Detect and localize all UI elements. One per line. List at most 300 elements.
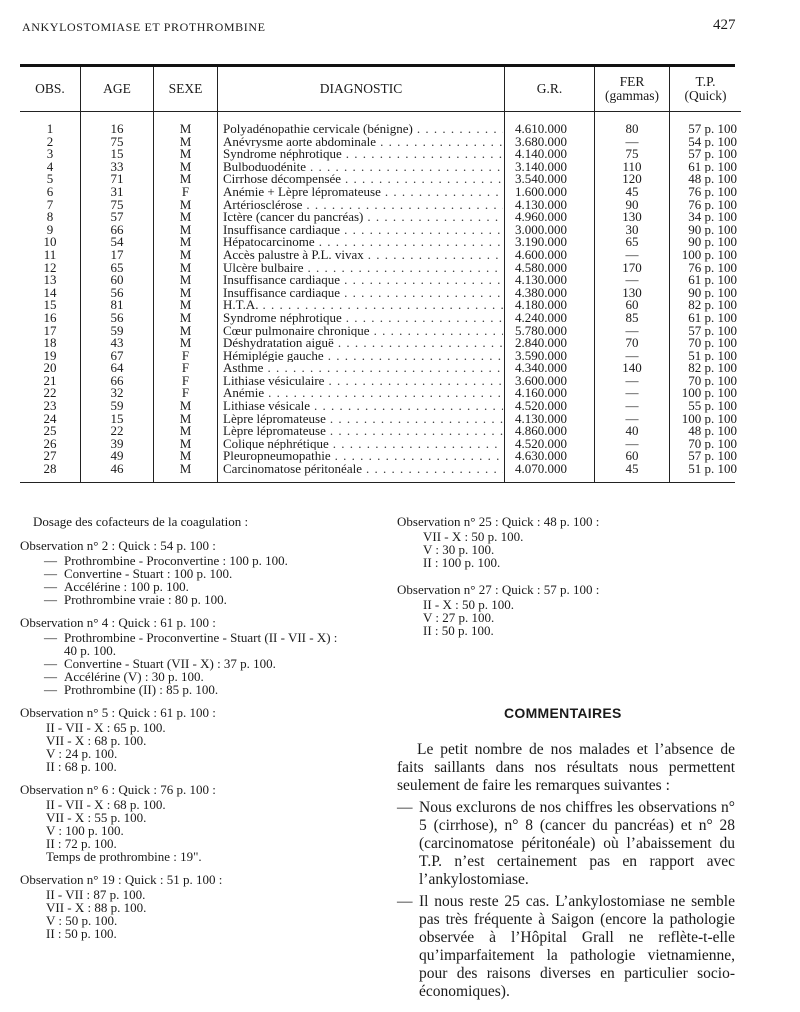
observation-5-line: VII - X : 68 p. 100.	[46, 733, 147, 748]
cell-age: 81	[81, 299, 154, 312]
observation-4-line: — Prothrombine - Proconvertine - Stuart (II - VII - X) :	[44, 630, 338, 645]
cell-tp: 100 p. 100	[670, 387, 742, 400]
observation-19-block	[20, 873, 380, 940]
cell-diagnostic	[218, 173, 505, 186]
cofactors-intro: Dosage des cofacteurs de la coagulation :	[33, 514, 249, 529]
commentary-item-text: Il nous reste 25 cas. L’ankylostomiase ne semble pas très fréquente à Saigon (encore la pathologie observée à l’Hôpital Grall ne reflète-t-elle qu’imparfaitement la pathologie vietnamienne, pour des raisons diverses en particulier socio-économiques).	[419, 893, 735, 1000]
cell-gr: 4.180.000	[505, 299, 595, 312]
observation-4-block	[20, 616, 380, 696]
table-row	[20, 161, 741, 174]
cell-tp: 76 p. 100	[670, 199, 742, 212]
cell-obs: 5	[46, 173, 54, 186]
table-body	[20, 112, 741, 482]
dot-leader	[334, 337, 503, 350]
table-row	[20, 224, 741, 237]
cell-fer: 80	[595, 112, 670, 136]
observation-2-line: — Prothrombine vraie : 80 p. 100.	[44, 592, 227, 607]
table-bottom-rule	[20, 482, 735, 483]
cell-tp: 34 p. 100	[670, 211, 742, 224]
cell-obs: 19	[43, 349, 57, 363]
observation-5-line: II : 68 p. 100.	[46, 759, 117, 774]
cell-diagnostic	[218, 211, 505, 224]
cell-obs: 15	[43, 299, 57, 312]
cell-fer: —	[595, 274, 670, 287]
cell-diagnostic	[218, 438, 505, 451]
cell-obs: 22	[43, 387, 57, 401]
dot-leader	[259, 299, 503, 312]
cell-diagnostic	[218, 262, 505, 275]
observation-6-line: Temps de prothrombine : 19".	[46, 849, 202, 864]
cell-diagnostic	[218, 425, 505, 438]
cell-age: 32	[81, 387, 154, 400]
cell-tp: 70 p. 100	[670, 375, 742, 388]
cell-obs: 7	[46, 198, 54, 212]
observation-5-title: Observation n° 5 : Quick : 61 p. 100 :	[20, 705, 216, 720]
table-row	[20, 136, 741, 149]
observation-6-block	[20, 783, 380, 863]
cell-sexe: M	[154, 199, 218, 212]
cell-age: 39	[81, 438, 154, 451]
cell-diagnostic-text: Syndrome néphrotique	[223, 311, 342, 325]
dot-leader	[340, 224, 503, 237]
cell-sexe: M	[154, 425, 218, 438]
cell-gr: 4.960.000	[505, 211, 595, 224]
observation-2-line: — Prothrombine - Proconvertine : 100 p. 100.	[44, 553, 288, 568]
cell-gr: 3.680.000	[505, 136, 595, 149]
cell-gr: 4.140.000	[505, 148, 595, 161]
table-row	[20, 362, 741, 375]
cell-sexe: M	[154, 413, 218, 426]
cell-sexe: M	[154, 287, 218, 300]
table-row	[20, 312, 741, 325]
cell-gr: 4.160.000	[505, 387, 595, 400]
dot-leader	[310, 400, 503, 413]
cell-diagnostic	[218, 186, 505, 199]
table-row	[20, 450, 741, 463]
cell-obs: 23	[43, 400, 57, 413]
cell-obs: 2	[46, 135, 54, 149]
observation-4-line: — Convertine - Stuart (VII - X) : 37 p. 100.	[44, 656, 276, 671]
cell-fer: —	[595, 136, 670, 149]
observation-6-line: II - VII - X : 68 p. 100.	[46, 797, 166, 812]
cell-diagnostic-text: Insuffisance cardiaque	[223, 274, 341, 287]
cell-obs: 21	[43, 374, 57, 388]
cell-diagnostic	[218, 287, 505, 300]
observation-27-title: Observation n° 27 : Quick : 57 p. 100 :	[397, 582, 600, 597]
observations-table	[20, 64, 735, 483]
col-header-tp-unit: (Quick)	[684, 88, 727, 103]
dot-leader	[315, 236, 503, 249]
cell-diagnostic	[218, 413, 505, 426]
cell-obs: 14	[43, 286, 57, 300]
cell-diagnostic-text: Pleuropneumopathie	[223, 450, 331, 464]
table-row	[20, 112, 741, 136]
observation-4-title: Observation n° 4 : Quick : 61 p. 100 :	[20, 615, 216, 630]
cell-diagnostic	[218, 325, 505, 338]
cell-fer: —	[595, 350, 670, 363]
cell-age: 59	[81, 325, 154, 338]
dot-leader	[263, 362, 503, 375]
cell-diagnostic	[218, 312, 505, 325]
cell-obs: 10	[43, 236, 57, 249]
cell-gr: 4.130.000	[505, 413, 595, 426]
table-row	[20, 325, 741, 338]
observation-4-line: — Prothrombine (II) : 85 p. 100.	[44, 682, 219, 697]
dot-leader	[331, 450, 503, 463]
cell-sexe: M	[154, 249, 218, 262]
table-row	[20, 413, 741, 426]
dot-leader	[326, 413, 503, 426]
commentary-paragraph: Le petit nombre de nos malades et l’absence de faits saillants dans nos résultats nous permettent seulement de faire les remarques suivantes :	[397, 741, 735, 794]
cell-diagnostic-text: Hépatocarcinome	[223, 236, 315, 249]
table-row	[20, 262, 741, 275]
cell-tp: 90 p. 100	[670, 287, 742, 300]
cell-fer: —	[595, 400, 670, 413]
cell-age: 17	[81, 249, 154, 262]
commentary-item-text: Nous exclurons de nos chiffres les observations n° 5 (cirrhose), n° 8 (cancer du pancréas) et n° 28 (carcinomatose péritonéale) où l’abaissement du T.P. n’est certainement pas en rapport avec l’ankylostomiase.	[419, 799, 735, 888]
cell-diagnostic-text: Accès palustre à P.L. vivax	[223, 248, 364, 262]
table-row	[20, 287, 741, 300]
cell-age: 16	[81, 112, 154, 136]
cell-diagnostic-text: Lithiase vésiculaire	[223, 374, 325, 388]
cell-age: 22	[81, 425, 154, 438]
cell-fer: —	[595, 325, 670, 338]
table-row	[20, 337, 741, 350]
cell-diagnostic	[218, 362, 505, 375]
cell-gr: 2.840.000	[505, 337, 595, 350]
table-row	[20, 274, 741, 287]
cell-obs: 13	[43, 274, 57, 287]
table-row	[20, 173, 741, 186]
cell-fer: 85	[595, 312, 670, 325]
cell-diagnostic	[218, 249, 505, 262]
table-row	[20, 236, 741, 249]
observation-2-block	[20, 539, 380, 606]
cell-fer: 45	[595, 186, 670, 199]
cell-obs: 27	[43, 450, 57, 464]
cell-gr: 4.130.000	[505, 274, 595, 287]
observation-2-line: — Accélérine : 100 p. 100.	[44, 579, 189, 594]
observation-6-line: V : 100 p. 100.	[46, 823, 124, 838]
cell-diagnostic-text: Carcinomatose péritonéale	[223, 463, 362, 476]
cell-obs: 28	[43, 463, 57, 477]
cell-fer: —	[595, 387, 670, 400]
col-header-fer	[595, 67, 670, 112]
cell-diagnostic-text: Insuffisance cardiaque	[223, 286, 341, 300]
cell-sexe: M	[154, 236, 218, 249]
cell-diagnostic	[218, 450, 505, 463]
cell-age: 64	[81, 362, 154, 375]
col-header-gr: G.R.	[505, 67, 595, 112]
observation-19-line: II - VII : 87 p. 100.	[46, 887, 146, 902]
observation-25-line: VII - X : 50 p. 100.	[423, 529, 524, 544]
cell-diagnostic-text: Anémie + Lèpre lépromateuse	[223, 185, 381, 199]
cell-obs: 12	[43, 261, 57, 275]
cell-diagnostic-text: Lèpre lépromateuse	[223, 412, 326, 426]
cell-gr: 4.520.000	[505, 400, 595, 413]
col-header-diagnostic: DIAGNOSTIC	[218, 67, 505, 112]
cell-sexe: M	[154, 463, 218, 482]
cell-tp: 90 p. 100	[670, 224, 742, 237]
cell-sexe: F	[154, 375, 218, 388]
col-header-sexe: SEXE	[154, 67, 218, 112]
observation-27-line: II : 50 p. 100.	[423, 623, 494, 638]
cell-obs: 4	[46, 160, 54, 174]
cell-age: 56	[81, 312, 154, 325]
observation-4-line: — Accélérine (V) : 30 p. 100.	[44, 669, 204, 684]
cell-diagnostic	[218, 375, 505, 388]
cell-sexe: F	[154, 387, 218, 400]
cell-tp: 70 p. 100	[670, 438, 742, 451]
cell-obs: 3	[46, 148, 54, 161]
cell-tp: 51 p. 100	[670, 463, 742, 482]
cell-age: 57	[81, 211, 154, 224]
cell-gr: 4.520.000	[505, 438, 595, 451]
cell-obs: 25	[43, 425, 57, 438]
dot-leader	[264, 387, 503, 400]
cell-age: 66	[81, 375, 154, 388]
cell-diagnostic-text: Hémiplégie gauche	[223, 349, 324, 363]
cell-tp: 48 p. 100	[670, 425, 742, 438]
cell-obs: 26	[43, 437, 57, 451]
cell-age: 54	[81, 236, 154, 249]
table-row	[20, 387, 741, 400]
dot-leader	[381, 186, 503, 199]
cell-age: 31	[81, 186, 154, 199]
cell-tp: 61 p. 100	[670, 312, 742, 325]
table-row	[20, 463, 741, 482]
cell-tp: 57 p. 100	[670, 112, 742, 136]
cell-fer: 45	[595, 463, 670, 482]
cell-fer: 70	[595, 337, 670, 350]
observation-19-line: VII - X : 88 p. 100.	[46, 900, 147, 915]
observation-19-line: V : 50 p. 100.	[46, 913, 118, 928]
cell-sexe: F	[154, 186, 218, 199]
cell-gr: 3.190.000	[505, 236, 595, 249]
observation-25-block	[397, 515, 742, 569]
dot-leader	[340, 274, 503, 287]
dot-leader	[362, 463, 503, 476]
cell-gr: 4.610.000	[505, 112, 595, 136]
cell-sexe: M	[154, 148, 218, 161]
cell-diagnostic	[218, 112, 505, 136]
cell-tp: 82 p. 100	[670, 299, 742, 312]
cell-fer: —	[595, 375, 670, 388]
cell-fer: 60	[595, 450, 670, 463]
cell-diagnostic-text: Cœur pulmonaire chronique	[223, 324, 370, 338]
cell-sexe: M	[154, 161, 218, 174]
cell-obs: 24	[43, 412, 57, 426]
observation-25-line: V : 30 p. 100.	[423, 542, 495, 557]
cell-diagnostic	[218, 136, 505, 149]
cell-diagnostic-text: Cirrhose décompensée	[223, 173, 342, 186]
table-row	[20, 199, 741, 212]
dot-leader	[302, 199, 503, 212]
table-row	[20, 438, 741, 451]
cell-sexe: M	[154, 136, 218, 149]
observation-27-block	[397, 583, 742, 637]
dot-leader	[341, 173, 503, 186]
table-row	[20, 186, 741, 199]
cell-tp: 70 p. 100	[670, 337, 742, 350]
col-header-age: AGE	[81, 67, 154, 112]
cell-diagnostic-text: Anémie	[223, 387, 265, 401]
cell-diagnostic	[218, 148, 505, 161]
table-row	[20, 350, 741, 363]
dot-leader	[329, 438, 503, 451]
cell-obs: 6	[46, 185, 54, 199]
col-header-tp	[670, 67, 742, 112]
cell-tp: 90 p. 100	[670, 236, 742, 249]
cell-tp: 57 p. 100	[670, 450, 742, 463]
cell-sexe: M	[154, 312, 218, 325]
observation-4-line-continued: 40 p. 100.	[64, 643, 116, 658]
cell-diagnostic	[218, 463, 505, 482]
table-row	[20, 400, 741, 413]
cell-tp: 61 p. 100	[670, 161, 742, 174]
cell-diagnostic-text: Lèpre lépromateuse	[223, 425, 326, 438]
cell-gr: 1.600.000	[505, 186, 595, 199]
cell-tp: 51 p. 100	[670, 350, 742, 363]
cell-age: 60	[81, 274, 154, 287]
cell-fer: 110	[595, 161, 670, 174]
dot-leader	[370, 325, 503, 338]
running-head: ANKYLOSTOMIASE ET PROTHROMBINE	[22, 20, 266, 34]
cell-sexe: M	[154, 112, 218, 136]
cell-age: 49	[81, 450, 154, 463]
cell-diagnostic	[218, 400, 505, 413]
cell-tp: 57 p. 100	[670, 148, 742, 161]
cell-tp: 82 p. 100	[670, 362, 742, 375]
cell-diagnostic-text: Déshydratation aiguë	[223, 337, 334, 350]
dot-leader	[363, 211, 503, 224]
cell-gr: 5.780.000	[505, 325, 595, 338]
dot-leader	[303, 262, 503, 275]
table-row	[20, 299, 741, 312]
cell-gr: 4.380.000	[505, 287, 595, 300]
cell-fer: 120	[595, 173, 670, 186]
cell-fer: —	[595, 413, 670, 426]
observation-2-title: Observation n° 2 : Quick : 54 p. 100 :	[20, 538, 216, 553]
cell-diagnostic	[218, 224, 505, 237]
cell-tp: 54 p. 100	[670, 136, 742, 149]
dot-leader	[376, 136, 503, 149]
cell-obs: 16	[43, 311, 57, 325]
cell-obs: 11	[43, 248, 57, 262]
cell-diagnostic	[218, 199, 505, 212]
cell-fer: —	[595, 249, 670, 262]
cell-sexe: M	[154, 211, 218, 224]
observation-5-block	[20, 706, 380, 773]
cell-diagnostic	[218, 274, 505, 287]
cell-gr: 3.590.000	[505, 350, 595, 363]
cell-gr: 3.140.000	[505, 161, 595, 174]
table-row	[20, 375, 741, 388]
observation-27-line: V : 27 p. 100.	[423, 610, 495, 625]
cell-fer: —	[595, 438, 670, 451]
observation-25-line: II : 100 p. 100.	[423, 555, 501, 570]
commentary-heading: COMMENTAIRES	[504, 705, 622, 721]
cell-diagnostic-text: Ictère (cancer du pancréas)	[223, 211, 364, 224]
cell-fer: 65	[595, 236, 670, 249]
cell-diagnostic	[218, 337, 505, 350]
cell-diagnostic	[218, 236, 505, 249]
cell-fer: 75	[595, 148, 670, 161]
table-row	[20, 425, 741, 438]
cell-sexe: M	[154, 274, 218, 287]
commentary-item	[397, 893, 735, 1001]
observation-6-line: VII - X : 55 p. 100.	[46, 810, 147, 825]
cell-gr: 4.130.000	[505, 199, 595, 212]
cell-sexe: M	[154, 299, 218, 312]
cell-fer: 170	[595, 262, 670, 275]
observation-6-line: II : 72 p. 100.	[46, 836, 117, 851]
cell-obs: 9	[46, 223, 54, 237]
page-number: 427	[713, 17, 736, 33]
cell-age: 15	[81, 413, 154, 426]
cell-age: 46	[81, 463, 154, 482]
cell-age: 33	[81, 161, 154, 174]
table-row	[20, 148, 741, 161]
col-header-fer-unit: (gammas)	[605, 88, 659, 103]
dot-leader	[324, 350, 503, 363]
cell-diagnostic-text: Lithiase vésicale	[223, 400, 310, 413]
cell-age: 56	[81, 287, 154, 300]
cell-diagnostic-text: Syndrome néphrotique	[223, 148, 342, 161]
observation-5-line: II - VII - X : 65 p. 100.	[46, 720, 166, 735]
cell-diagnostic	[218, 299, 505, 312]
col-header-obs: OBS.	[35, 81, 65, 96]
cell-age: 43	[81, 337, 154, 350]
cell-age: 15	[81, 148, 154, 161]
cell-diagnostic	[218, 350, 505, 363]
cell-obs: 18	[43, 337, 57, 350]
cell-sexe: M	[154, 450, 218, 463]
cell-diagnostic-text: Colique néphrétique	[223, 437, 329, 451]
cell-obs: 8	[46, 211, 54, 224]
cell-age: 65	[81, 262, 154, 275]
cell-fer: 130	[595, 287, 670, 300]
observation-25-title: Observation n° 25 : Quick : 48 p. 100 :	[397, 514, 600, 529]
cell-gr: 3.540.000	[505, 173, 595, 186]
table-row	[20, 211, 741, 224]
cell-sexe: F	[154, 362, 218, 375]
cell-age: 75	[81, 199, 154, 212]
cell-age: 75	[81, 136, 154, 149]
dot-leader	[306, 161, 503, 174]
observation-27-line: II - X : 50 p. 100.	[423, 597, 514, 612]
dot-leader	[324, 375, 503, 388]
cell-fer: 60	[595, 299, 670, 312]
cofactors-right-column	[397, 515, 742, 651]
cell-diagnostic-text: Asthme	[223, 362, 264, 375]
cell-fer: 140	[595, 362, 670, 375]
dot-leader	[413, 123, 503, 136]
cell-sexe: M	[154, 325, 218, 338]
cell-diagnostic-text: H.T.A.	[223, 299, 259, 312]
cell-gr: 3.000.000	[505, 224, 595, 237]
dot-leader	[342, 148, 503, 161]
commentary-section	[397, 741, 735, 1005]
cell-gr: 4.240.000	[505, 312, 595, 325]
cell-sexe: M	[154, 262, 218, 275]
commentary-item	[397, 799, 735, 889]
cell-gr: 4.340.000	[505, 362, 595, 375]
cell-sexe: F	[154, 350, 218, 363]
cell-obs: 20	[43, 362, 57, 375]
cell-fer: 40	[595, 425, 670, 438]
cell-diagnostic	[218, 387, 505, 400]
